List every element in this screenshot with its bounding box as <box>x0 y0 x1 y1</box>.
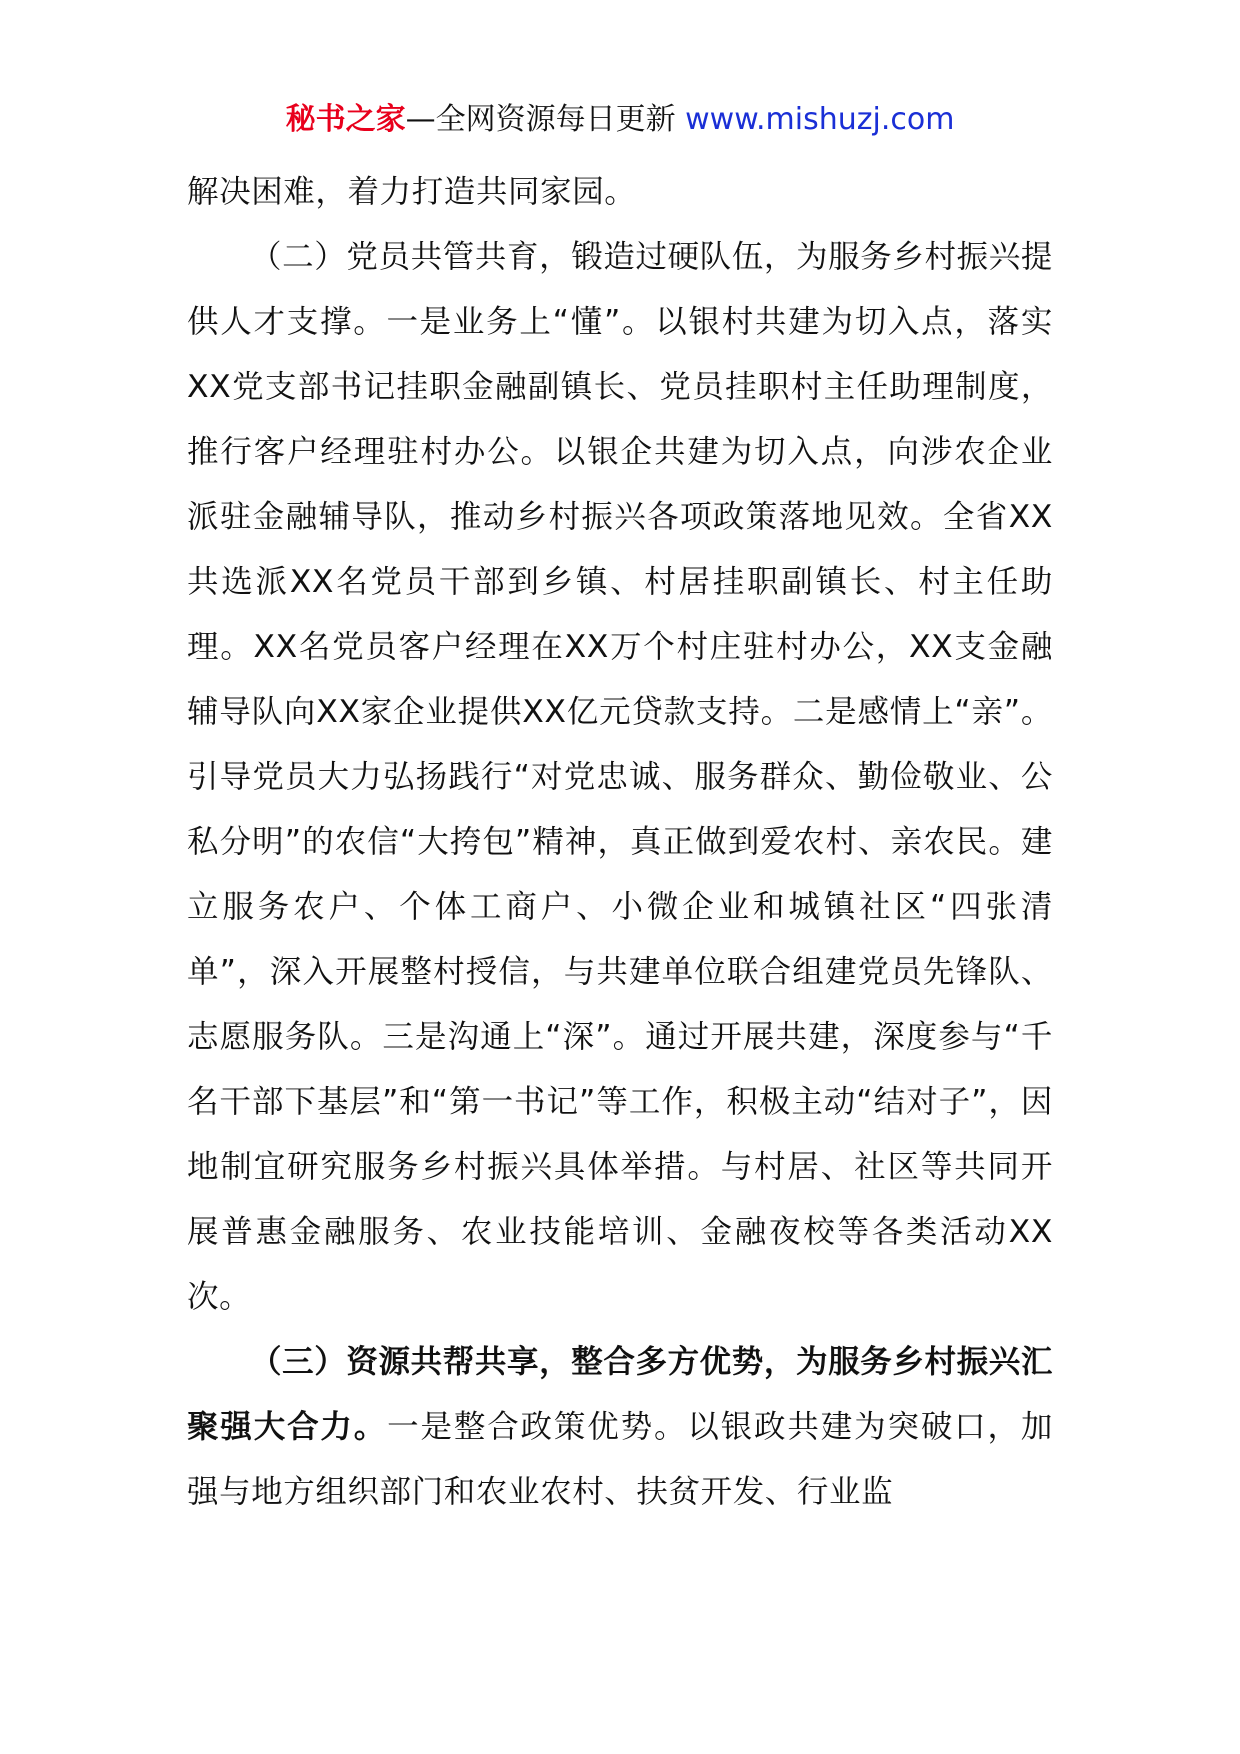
header-url-link[interactable]: www.mishuzj.com <box>685 102 955 137</box>
paragraph-section-three <box>187 1330 1053 1525</box>
paragraph-continuation: 解决困难，着力打造共同家园。 <box>187 174 637 210</box>
header-slogan: —全网资源每日更新 <box>405 102 686 137</box>
paragraph-section-two: （二）党员共管共育，锻造过硬队伍，为服务乡村振兴提供人才支撑。一是业务上“懂”。以银村共建为切入点，落实XX党支部书记挂职金融副镇长、党员挂职村主任助理制度，推行客户经理驻村办公。以银企共建为切入点，向涉农企业派驻金融辅导队，推动乡村振兴各项政策落地见效。全省XX共选派XX名党员干部到乡镇、村居挂职副镇长、村主任助理。XX名党员客户经理在XX万个村庄驻村办公，XX支金融辅导队向XX家企业提供XX亿元贷款支持。二是感情上“亲”。引导党员大力弘扬践行“对党忠诚、服务群众、勤俭敬业、公私分明”的农信“大挎包”精神，真正做到爱农村、亲农民。建立服务农户、个体工商户、小微企业和城镇社区“四张清单”，深入开展整村授信，与共建单位联合组建党员先锋队、志愿服务队。三是沟通上“深”。通过开展共建，深度参与“千名干部下基层”和“第一书记”等工作，积极主动“结对子”，因地制宜研究服务乡村振兴具体举措。与村居、社区等共同开展普惠金融服务、农业技能培训、金融夜校等各类活动XX次。 <box>187 239 1053 1315</box>
document-body <box>187 160 1053 1525</box>
section-three-heading: （三）资源共帮共享，整合多方优势，为服务乡村振兴汇聚强大合力。 <box>187 1344 1053 1445</box>
section-three-text: 一是整合政策优势。以银政共建为突破口，加强与地方组织部门和农业农村、扶贫开发、行业监 <box>187 1409 1053 1510</box>
header-brand: 秘书之家 <box>285 102 406 137</box>
page-header <box>0 100 1240 140</box>
